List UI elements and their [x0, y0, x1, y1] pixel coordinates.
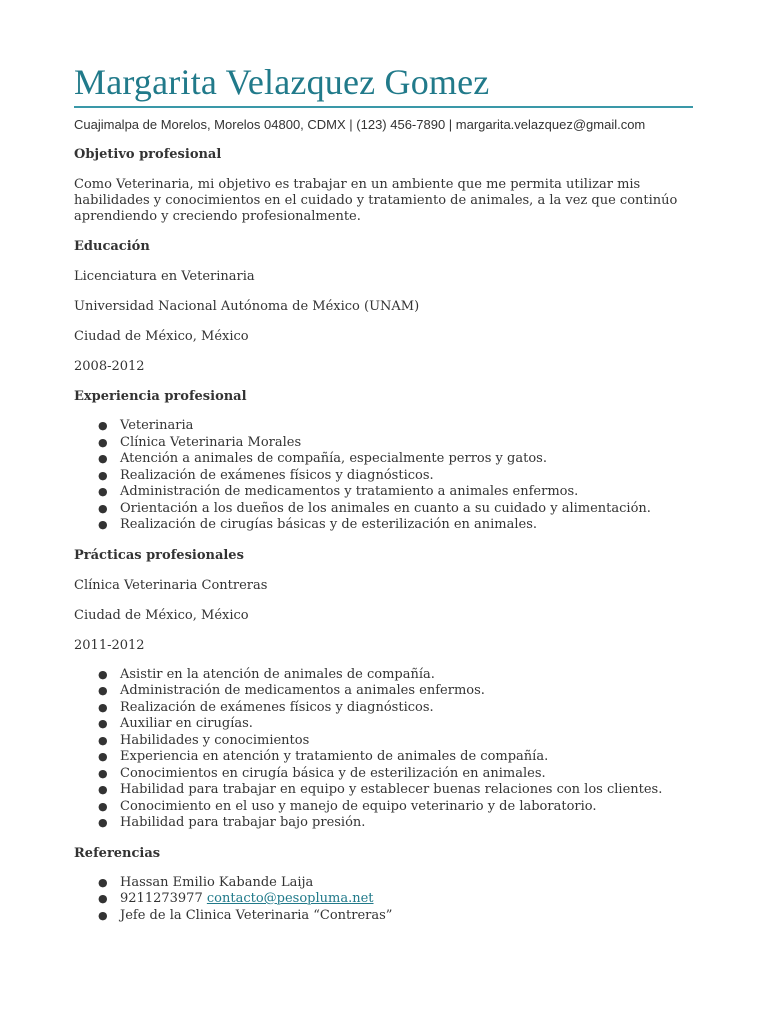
list-item: ● Realización de exámenes físicos y diagnósticos.: [98, 467, 434, 483]
reference-name: ● Hassan Emilio Kabande Laija: [98, 874, 314, 890]
list-item: ● Realización de cirugías básicas y de esterilización en animales.: [98, 517, 538, 532]
list-item: ● Administración de medicamentos y tratamiento a animales enfermos.: [98, 484, 579, 499]
list-item: ● Conocimiento en el uso y manejo de equipo veterinario y de laboratorio.: [98, 798, 597, 814]
list-item: ● Experiencia en atención y tratamiento de animales de compañía.: [98, 749, 549, 764]
list-item: ● Habilidad para trabajar bajo presión.: [98, 815, 366, 830]
list-item: ● Habilidad para trabajar en equipo y establecer buenas relaciones con los clientes.: [98, 782, 663, 797]
list-item: ● Veterinaria: [98, 418, 194, 433]
reference-contact: ● 9211273977 contacto@pesopluma.net: [98, 891, 374, 906]
education-school: Universidad Nacional Autónoma de México (UNAM): [74, 299, 420, 314]
practices-clinic: Clínica Veterinaria Contreras: [74, 577, 268, 593]
practices-location: Ciudad de México, México: [74, 607, 249, 623]
practices-list: [74, 667, 694, 832]
list-item: ● Orientación a los dueños de los animales en cuanto a su cuidado y alimentación.: [98, 500, 651, 516]
experience-heading: Experiencia profesional: [74, 389, 247, 404]
education-location: Ciudad de México, México: [74, 329, 249, 344]
experience-list: [74, 418, 694, 534]
list-item: ● Auxiliar en cirugías.: [98, 716, 253, 731]
education-degree: Licenciatura en Veterinaria: [74, 269, 255, 284]
references-heading: Referencias: [74, 845, 161, 861]
list-item: ● Conocimientos en cirugía básica y de esterilización en animales.: [98, 765, 546, 781]
contact-line: Cuajimalpa de Morelos, Morelos 04800, CDMX | (123) 456-7890 | margarita.velazquez@gmail.com: [74, 117, 646, 132]
header-divider: [74, 106, 693, 108]
list-item: ● Administración de medicamentos a animales enfermos.: [98, 683, 485, 698]
practices-heading: Prácticas profesionales: [74, 547, 244, 563]
objective-heading: Objetivo profesional: [74, 147, 222, 162]
reference-role: ● Jefe de la Clinica Veterinaria “Contreras”: [98, 907, 393, 923]
references-list: [74, 875, 694, 925]
list-item: ● Clínica Veterinaria Morales: [98, 434, 302, 450]
list-item: ● Atención a animales de compañía, especialmente perros y gatos.: [98, 451, 547, 466]
list-item: ● Asistir en la atención de animales de compañía.: [98, 666, 435, 682]
education-heading: Educación: [74, 239, 150, 254]
resume-page: [74, 58, 694, 924]
practices-years: 2011-2012: [74, 637, 145, 653]
list-item: ● Habilidades y conocimientos: [98, 732, 310, 748]
objective-text: Como Veterinaria, mi objetivo es trabajar en un ambiente que me permita utilizar mis habilidades y conocimientos en el cuidado y tratamiento de animales, a la vez que continúo aprendiendo y creciendo profesionalmente.: [74, 177, 678, 224]
candidate-name: Margarita Velazquez Gomez: [74, 62, 490, 102]
education-years: 2008-2012: [74, 359, 145, 374]
list-item: ● Realización de exámenes físicos y diagnósticos.: [98, 699, 434, 715]
reference-email-link[interactable]: contacto@pesopluma.net: [206, 891, 374, 906]
